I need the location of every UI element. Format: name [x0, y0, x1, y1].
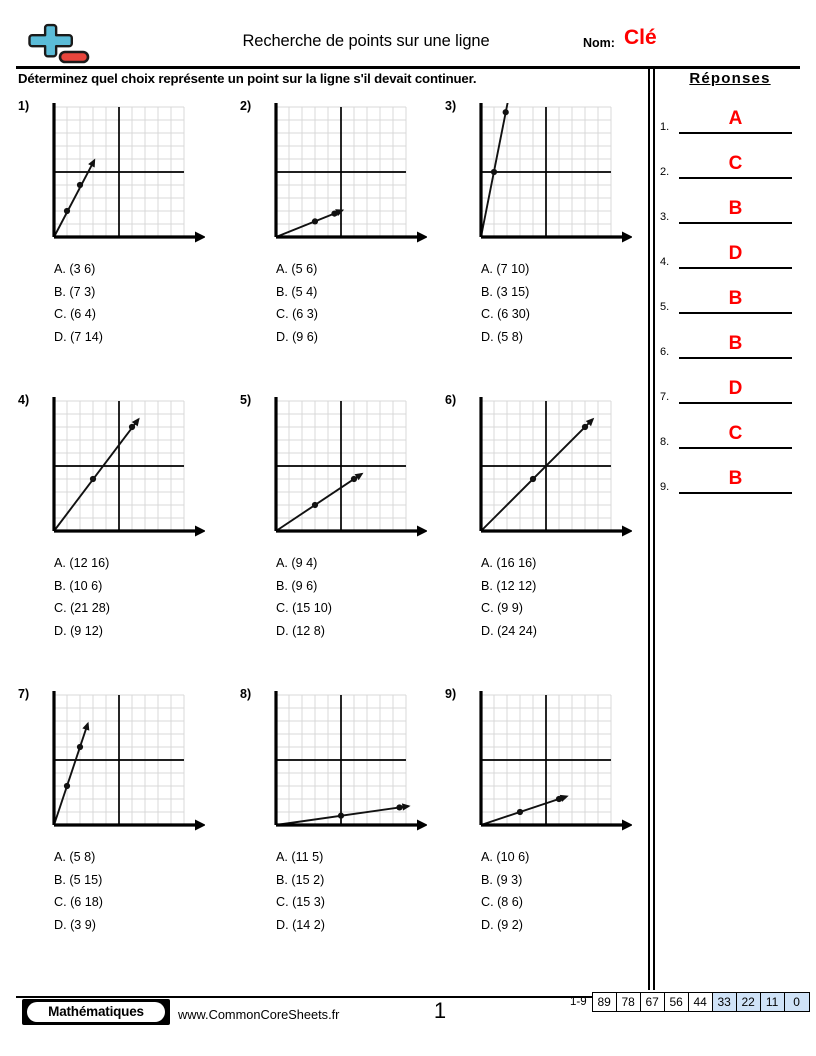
choice-option[interactable]: D. (9 12) — [54, 623, 103, 638]
choice-option[interactable]: C. (6 3) — [276, 307, 318, 321]
choice-option[interactable]: A. (16 16) — [481, 556, 537, 570]
choice-option[interactable]: C. (6 30) — [481, 307, 530, 321]
coordinate-plane-chart — [262, 397, 427, 547]
choice-option[interactable]: C. (6 18) — [54, 895, 103, 909]
answer-number: 5. — [660, 301, 670, 313]
choice-option[interactable]: B. (15 2) — [276, 872, 325, 887]
problem-number: 5) — [240, 393, 252, 407]
choice-option[interactable]: A. (10 6) — [481, 850, 530, 864]
answer-row — [660, 314, 800, 359]
choice-option[interactable]: C. (15 3) — [276, 895, 325, 909]
choices-list — [54, 552, 219, 642]
choice-option[interactable]: B. (5 4) — [276, 284, 318, 299]
choices-list — [276, 552, 441, 642]
choice-option[interactable]: C. (9 9) — [481, 601, 523, 615]
choice-option[interactable]: A. (5 6) — [276, 262, 318, 276]
answer-number: 8. — [660, 436, 670, 448]
answers-column — [660, 70, 800, 494]
choice-option[interactable]: B. (12 12) — [481, 578, 537, 593]
answer-row — [660, 449, 800, 494]
coordinate-plane-chart — [467, 397, 632, 547]
choice-option[interactable]: B. (9 3) — [481, 872, 523, 887]
scale-cell: 0 — [785, 993, 809, 1011]
choices-list — [276, 258, 441, 348]
answer-value: B — [728, 468, 743, 489]
grading-scale — [570, 992, 810, 1012]
coordinate-plane-chart — [262, 691, 427, 841]
choice-option[interactable]: B. (3 15) — [481, 284, 530, 299]
coordinate-plane-chart — [262, 103, 427, 253]
answer-key-badge: Clé — [624, 26, 657, 49]
choice-option[interactable]: A. (7 10) — [481, 262, 530, 276]
brand-badge — [22, 999, 170, 1025]
answer-value: D — [728, 378, 743, 399]
answer-row — [660, 134, 800, 179]
choices-list — [276, 846, 441, 936]
choice-option[interactable]: B. (9 6) — [276, 578, 318, 593]
page-header — [16, 20, 800, 70]
page-title: Recherche de points sur une ligne — [242, 32, 490, 50]
answer-row — [660, 269, 800, 314]
problem-number: 4) — [18, 393, 30, 407]
choices-list — [54, 846, 219, 936]
problem-number: 7) — [18, 687, 30, 701]
problem-number: 6) — [445, 393, 457, 407]
header-divider — [16, 66, 800, 69]
choices-list — [481, 552, 646, 642]
brand-label: Mathématiques — [27, 1002, 165, 1022]
choice-option[interactable]: D. (3 9) — [54, 917, 96, 932]
choices-list — [54, 258, 219, 348]
answer-value: B — [728, 333, 743, 354]
plus-minus-logo-icon — [16, 20, 96, 68]
choice-option[interactable]: D. (9 2) — [481, 917, 523, 932]
answer-value: C — [728, 423, 743, 444]
scale-cell: 11 — [761, 993, 785, 1011]
scale-cells — [592, 992, 810, 1012]
scale-cell: 56 — [665, 993, 689, 1011]
column-divider — [648, 68, 655, 990]
choice-option[interactable]: A. (3 6) — [54, 262, 96, 276]
answer-number: 7. — [660, 391, 670, 403]
answer-row — [660, 404, 800, 449]
coordinate-plane-chart — [40, 691, 205, 841]
problem-number: 3) — [445, 99, 457, 113]
problem-number: 1) — [18, 99, 30, 113]
coordinate-plane-chart — [40, 397, 205, 547]
coordinate-plane-chart — [40, 103, 205, 253]
scale-cell: 89 — [593, 993, 617, 1011]
problem-row — [16, 389, 646, 683]
coordinate-plane-chart — [467, 103, 632, 253]
answer-value: C — [728, 153, 743, 174]
answer-value: B — [728, 198, 743, 219]
choice-option[interactable]: A. (9 4) — [276, 556, 318, 570]
answer-number: 4. — [660, 256, 670, 268]
answer-value: A — [728, 108, 743, 129]
choice-option[interactable]: B. (7 3) — [54, 284, 96, 299]
choice-option[interactable]: A. (5 8) — [54, 850, 96, 864]
coordinate-plane-chart — [467, 691, 632, 841]
choice-option[interactable]: B. (10 6) — [54, 578, 103, 593]
answer-number: 9. — [660, 481, 670, 493]
answer-blank-line — [679, 492, 792, 494]
choice-option[interactable]: D. (24 24) — [481, 623, 537, 638]
scale-cell: 67 — [641, 993, 665, 1011]
scale-cell: 33 — [713, 993, 737, 1011]
answer-row — [660, 89, 800, 134]
page-number: 1 — [433, 998, 447, 1023]
answer-row — [660, 359, 800, 404]
answer-number: 2. — [660, 166, 670, 178]
scale-cell: 44 — [689, 993, 713, 1011]
scale-cell: 78 — [617, 993, 641, 1011]
problem-number: 8) — [240, 687, 252, 701]
choice-option[interactable]: B. (5 15) — [54, 872, 103, 887]
choice-option[interactable]: C. (6 4) — [54, 307, 96, 321]
choice-option[interactable]: C. (8 6) — [481, 895, 523, 909]
choice-option[interactable]: D. (7 14) — [54, 329, 103, 344]
name-label: Nom: — [583, 36, 615, 50]
answer-row — [660, 179, 800, 224]
choices-list — [481, 258, 646, 348]
answer-value: D — [728, 243, 743, 264]
choice-option[interactable]: D. (5 8) — [481, 329, 523, 344]
problem-row — [16, 95, 646, 389]
site-url: www.CommonCoreSheets.fr — [178, 1007, 340, 1022]
answer-row — [660, 224, 800, 269]
choice-option[interactable]: D. (9 6) — [276, 329, 318, 344]
answer-number: 1. — [660, 121, 670, 133]
choices-list — [481, 846, 646, 936]
choice-option[interactable]: C. (21 28) — [54, 601, 110, 615]
choice-option[interactable]: A. (11 5) — [276, 850, 324, 864]
answer-number: 6. — [660, 346, 670, 358]
answers-heading: Réponses — [689, 70, 771, 87]
instructions-text: Déterminez quel choix représente un point sur la ligne s'il devait continuer. — [18, 71, 477, 86]
scale-cell: 22 — [737, 993, 761, 1011]
problem-number: 9) — [445, 687, 457, 701]
answer-number: 3. — [660, 211, 670, 223]
problem-number: 2) — [240, 99, 252, 113]
choice-option[interactable]: A. (12 16) — [54, 556, 110, 570]
choice-option[interactable]: D. (12 8) — [276, 623, 325, 638]
problem-row — [16, 683, 646, 977]
choice-option[interactable]: D. (14 2) — [276, 917, 325, 932]
choice-option[interactable]: C. (15 10) — [276, 601, 332, 615]
answer-value: B — [728, 288, 743, 309]
scale-range-label: 1-9 — [570, 996, 587, 1008]
problems-grid — [16, 95, 646, 977]
